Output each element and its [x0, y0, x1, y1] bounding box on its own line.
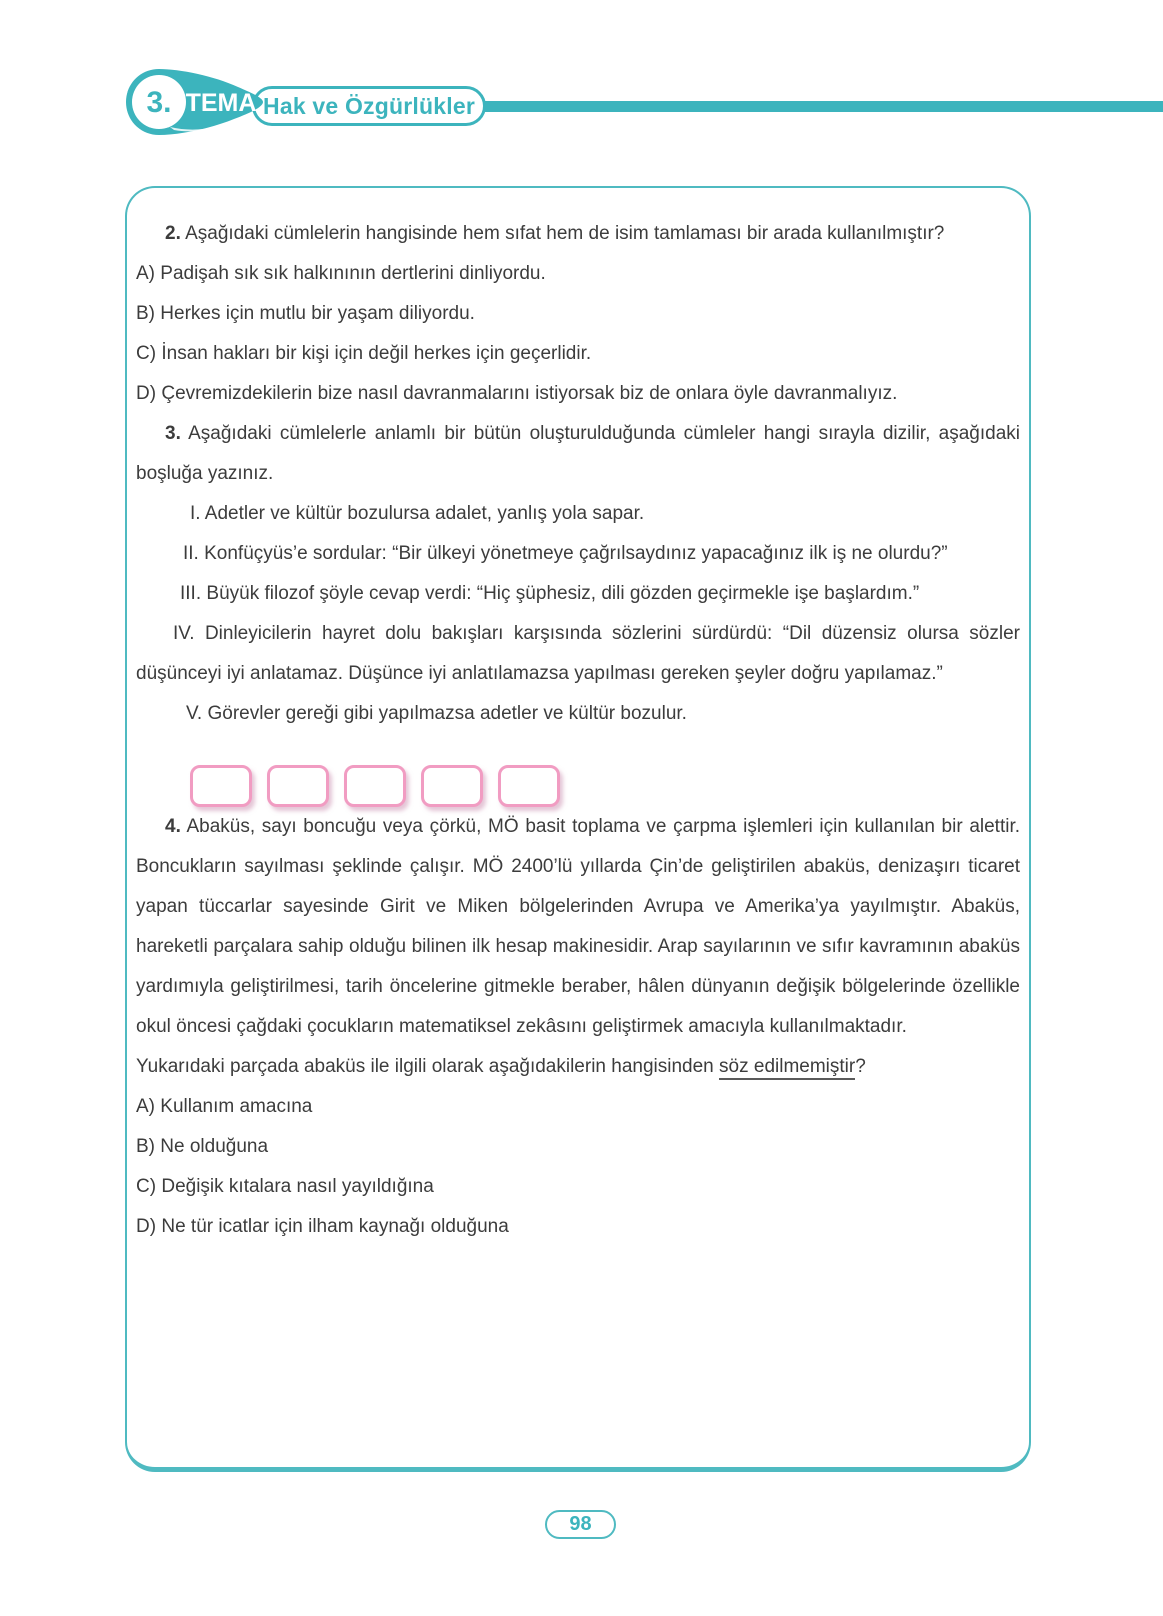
question-3-number: 3.	[165, 423, 181, 444]
answer-box-5[interactable]	[498, 765, 560, 807]
item-text: Görevler gereği gibi yapılmazsa adetler ve kültür bozulur.	[207, 703, 687, 724]
theme-badge-icon	[124, 67, 266, 137]
question-3-stem	[136, 414, 1020, 494]
question-4-stem	[136, 1047, 1020, 1087]
question-2-option-a	[136, 254, 1020, 294]
option-label: B)	[136, 1136, 155, 1157]
answer-box-2[interactable]	[267, 765, 329, 807]
option-label: C)	[136, 343, 157, 364]
question-4-stem-underlined: söz edilmemiştir	[719, 1056, 855, 1080]
question-2-text: Aşağıdaki cümlelerin hangisinde hem sıfat hem de isim tamlaması bir arada kullanılmıştır?	[185, 223, 945, 244]
question-4-number: 4.	[165, 816, 181, 837]
question-4-paragraph-text: Abaküs, sayı boncuğu veya çörkü, MÖ basit toplama ve çarpma işlemleri için kullanılan bir alettir. Boncukların sayılması şeklinde çalışır. MÖ 2400’lü yıllarda Çin’de geliştirilen abaküs, denizaşırı ticaret yapan tüccarlar sayesinde Girit ve Miken bölgelerinden Avrupa ve Amerika’ya yayılmıştır. Abaküs, hareketli parçalara sahip olduğu bilinen ilk hesap makinesidir. Arap sayılarının ve sıfır kavramının abaküs yardımıyla geliştirilmesi, tarih öncelerine gitmekle beraber, hâlen dünyanın değişik bölgelerinde özellikle okul öncesi çağdaki çocukların matematiksel zekâsını geliştirmek amacıyla kullanılmaktadır.	[136, 816, 1021, 1037]
item-numeral: II.	[183, 543, 199, 564]
question-3-item-5	[136, 694, 1020, 734]
option-label: D)	[136, 1216, 157, 1237]
option-label: A)	[136, 263, 155, 284]
answer-boxes-row	[190, 765, 1020, 807]
answer-box-4[interactable]	[421, 765, 483, 807]
question-2-option-d	[136, 374, 1020, 414]
item-text: Büyük filozof şöyle cevap verdi: “Hiç şüphesiz, dili gözden geçirmekle işe başlardım.”	[206, 583, 920, 604]
theme-label: TEMA	[185, 89, 257, 117]
question-2-stem	[136, 214, 1020, 254]
question-2-option-c	[136, 334, 1020, 374]
question-4-option-d	[136, 1207, 1020, 1247]
question-4-paragraph	[136, 807, 1020, 1047]
question-3-item-2	[136, 534, 1020, 574]
item-numeral: IV.	[173, 623, 195, 644]
question-4-stem-suffix: ?	[855, 1056, 866, 1077]
question-3-item-1	[136, 494, 1020, 534]
option-text: Ne tür icatlar için ilham kaynağı olduğuna	[161, 1216, 509, 1237]
option-text: Padişah sık sık halkınının dertlerini dinliyordu.	[160, 263, 546, 284]
question-4-option-c	[136, 1167, 1020, 1207]
page-number-badge	[545, 1510, 616, 1539]
option-text: Herkes için mutlu bir yaşam diliyordu.	[160, 303, 475, 324]
questions-panel	[125, 186, 1031, 1472]
option-text: Çevremizdekilerin bize nasıl davranmalarını istiyorsak biz de onlara öyle davranmalıyız.	[161, 383, 898, 404]
question-4-stem-prefix: Yukarıdaki parçada abaküs ile ilgili olarak aşağıdakilerin hangisinden	[136, 1056, 720, 1077]
item-numeral: V.	[186, 703, 203, 724]
item-numeral: I.	[190, 503, 201, 524]
answer-box-3[interactable]	[344, 765, 406, 807]
question-4-option-b	[136, 1127, 1020, 1167]
option-text: İnsan hakları bir kişi için değil herkes için geçerlidir.	[161, 343, 592, 364]
option-label: B)	[136, 303, 155, 324]
option-label: D)	[136, 383, 157, 404]
option-text: Kullanım amacına	[160, 1096, 313, 1117]
header-rule-bar	[470, 101, 1163, 112]
question-4-option-a	[136, 1087, 1020, 1127]
question-3-item-4	[136, 614, 1020, 694]
item-text: Konfüçyüs’e sordular: “Bir ülkeyi yönetmeye çağrılsaydınız yapacağınız ilk iş ne olurdu?”	[204, 543, 948, 564]
option-label: A)	[136, 1096, 155, 1117]
item-text: Dinleyicilerin hayret dolu bakışları karşısında sözlerini sürdürdü: “Dil düzensiz olursa sözler düşünceyi iyi anlatamaz. Düşünce iyi anlatılamazsa yapılması gereken şeyler doğru yapılamaz.”	[136, 623, 1020, 684]
option-label: C)	[136, 1176, 157, 1197]
option-text: Ne olduğuna	[160, 1136, 269, 1157]
theme-title-pill	[252, 86, 486, 126]
question-2-number: 2.	[165, 223, 181, 244]
item-text: Adetler ve kültür bozulursa adalet, yanlış yola sapar.	[204, 503, 645, 524]
theme-title: Hak ve Özgürlükler	[263, 92, 475, 119]
answer-box-1[interactable]	[190, 765, 252, 807]
question-3-item-3	[136, 574, 1020, 614]
page-number: 98	[569, 1513, 592, 1535]
item-numeral: III.	[180, 583, 202, 604]
option-text: Değişik kıtalara nasıl yayıldığına	[161, 1176, 434, 1197]
question-3-text: Aşağıdaki cümlelerle anlamlı bir bütün oluşturulduğunda cümleler hangi sırayla dizilir, aşağıdaki boşluğa yazınız.	[136, 423, 1020, 484]
theme-number: 3.	[146, 86, 172, 119]
question-2-option-b	[136, 294, 1020, 334]
